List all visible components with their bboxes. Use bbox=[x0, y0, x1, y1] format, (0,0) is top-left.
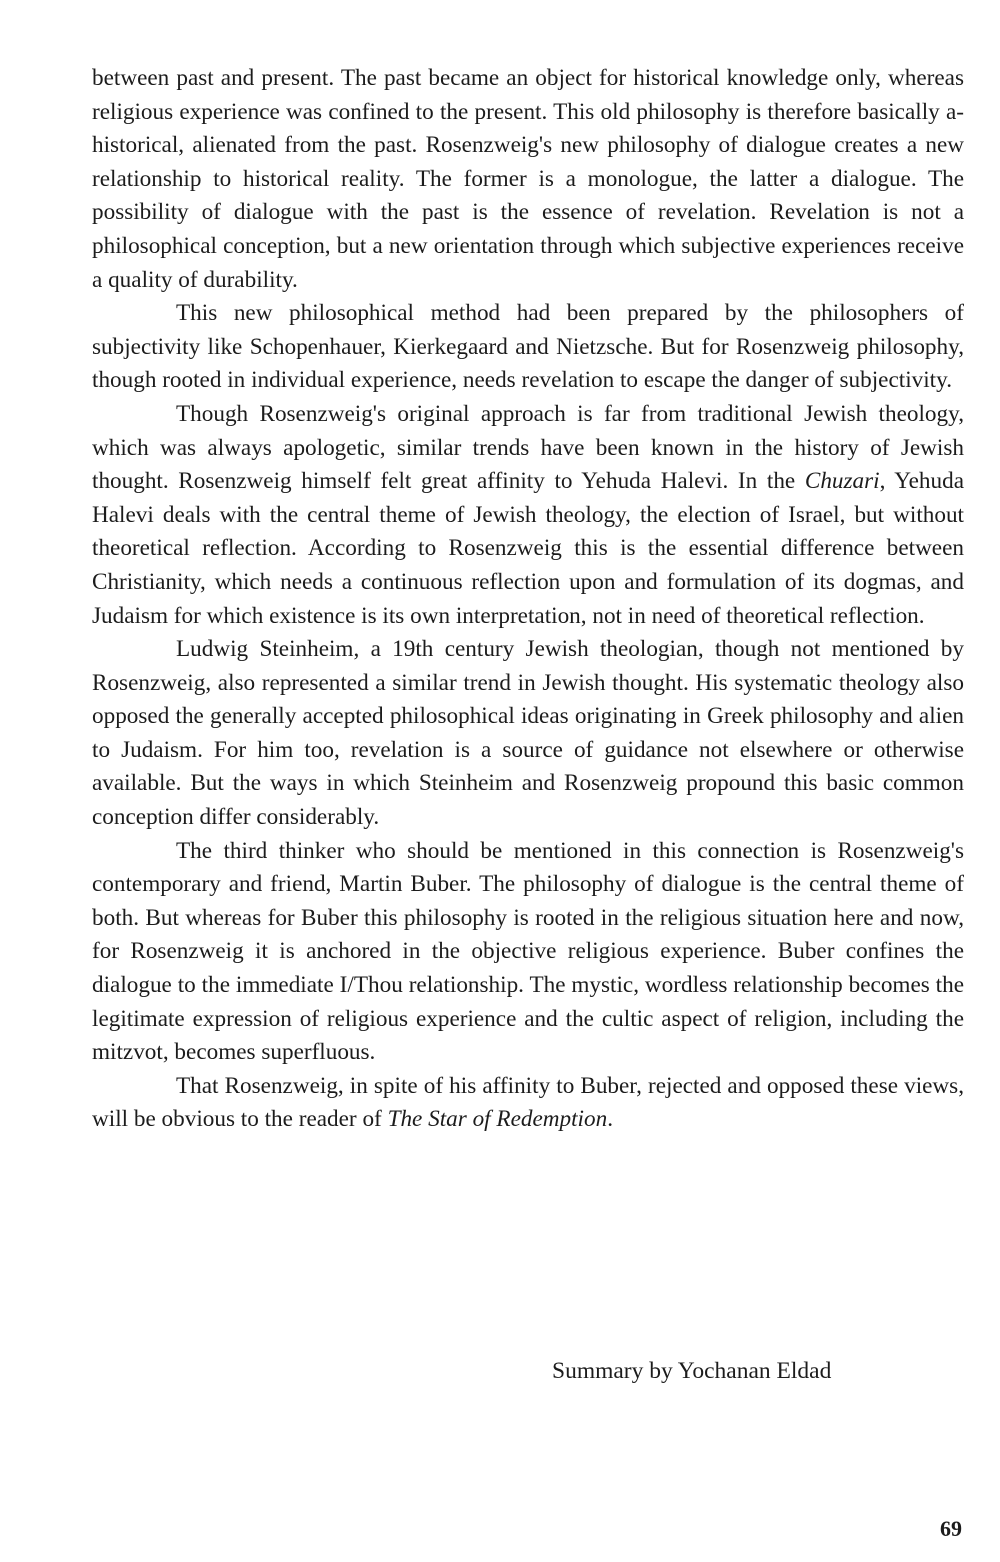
paragraph-4-text: Ludwig Steinheim, a 19th century Jewish theologian, though not mentioned by Rosenzweig, also represented a similar trend in Jewish thought. His systematic theology also opposed the generally accepted philosophical ideas originating in Greek philosophy and alien to Judaism. For him too, revelation is a source of guidance not elsewhere or otherwise available. But the ways in which Steinheim and Rosenzweig propound this basic common conception differ considerably. bbox=[92, 636, 964, 831]
paragraph-1-text: between past and present. The past became an object for historical knowledge only, whereas religious experience was confined to the present. This old philosophy is therefore basically a-historical, alienated from the past. Rosenzweig's new philosophy of dialogue creates a new relationship to historical reality. The former is a monologue, the latter a dialogue. The possibility of dialogue with the past is the essence of revelation. Revelation is not a philosophical conception, but a new orientation through which subjective experiences receive a quality of durability. bbox=[92, 65, 964, 293]
paragraph-3-text-b: , Yehuda Halevi deals with the central theme of Jewish theology, the election of Israel, but without theoretical reflection. According to Rosenzweig this is the essential difference between Christianity, which needs a continuous reflection upon and formulation of its dogmas, and Judaism for which existence is its own interpretation, not in need of theoretical reflection. bbox=[92, 468, 964, 629]
paragraph-5-text: The third thinker who should be mentioned in this connection is Rosenzweig's contemporary and friend, Martin Buber. The philosophy of dialogue is the central theme of both. But whereas for Buber this philosophy is rooted in the religious situation here and now, for Rosenzweig it is anchored in the objective religious experience. Buber confines the dialogue to the immediate I/Thou relationship. The mystic, wordless relationship becomes the legitimate expression of religious experience and the cultic aspect of religion, including the mitzvot, becomes superfluous. bbox=[92, 837, 964, 1066]
chuzari-title: Chuzari bbox=[804, 468, 880, 495]
paragraph-2-text: This new philosophical method had been prepared by the philosophers of subjectivity like Schopenhauer, Kierkegaard and Nietzsche. But for Rosenzweig philosophy, though rooted in individual experience, needs revelation to escape the danger of subjectivity. bbox=[92, 300, 964, 394]
document-body bbox=[92, 62, 964, 1137]
paragraph-6-text-a: That Rosenzweig, in spite of his affinity to Buber, rejected and opposed these views, will be obvious to the reader of bbox=[92, 1072, 964, 1133]
paragraph-5 bbox=[92, 835, 964, 1070]
paragraph-6 bbox=[92, 1070, 964, 1137]
paragraph-2 bbox=[92, 297, 964, 398]
page-number: 69 bbox=[940, 1516, 962, 1541]
paragraph-6-text-b: . bbox=[607, 1106, 613, 1133]
summary-signature: Summary by Yochanan Eldad bbox=[552, 1358, 832, 1384]
paragraph-3 bbox=[92, 398, 964, 633]
paragraph-4 bbox=[92, 633, 964, 835]
paragraph-3-text-a: Though Rosenzweig's original approach is far from traditional Jewish theology, which was always apologetic, similar trends have been known in the history of Jewish thought. Rosenzweig himself felt great affinity to Yehuda Halevi. In the bbox=[92, 400, 964, 495]
paragraph-1 bbox=[92, 62, 964, 297]
star-of-redemption-title: The Star of Redemption bbox=[387, 1106, 608, 1133]
